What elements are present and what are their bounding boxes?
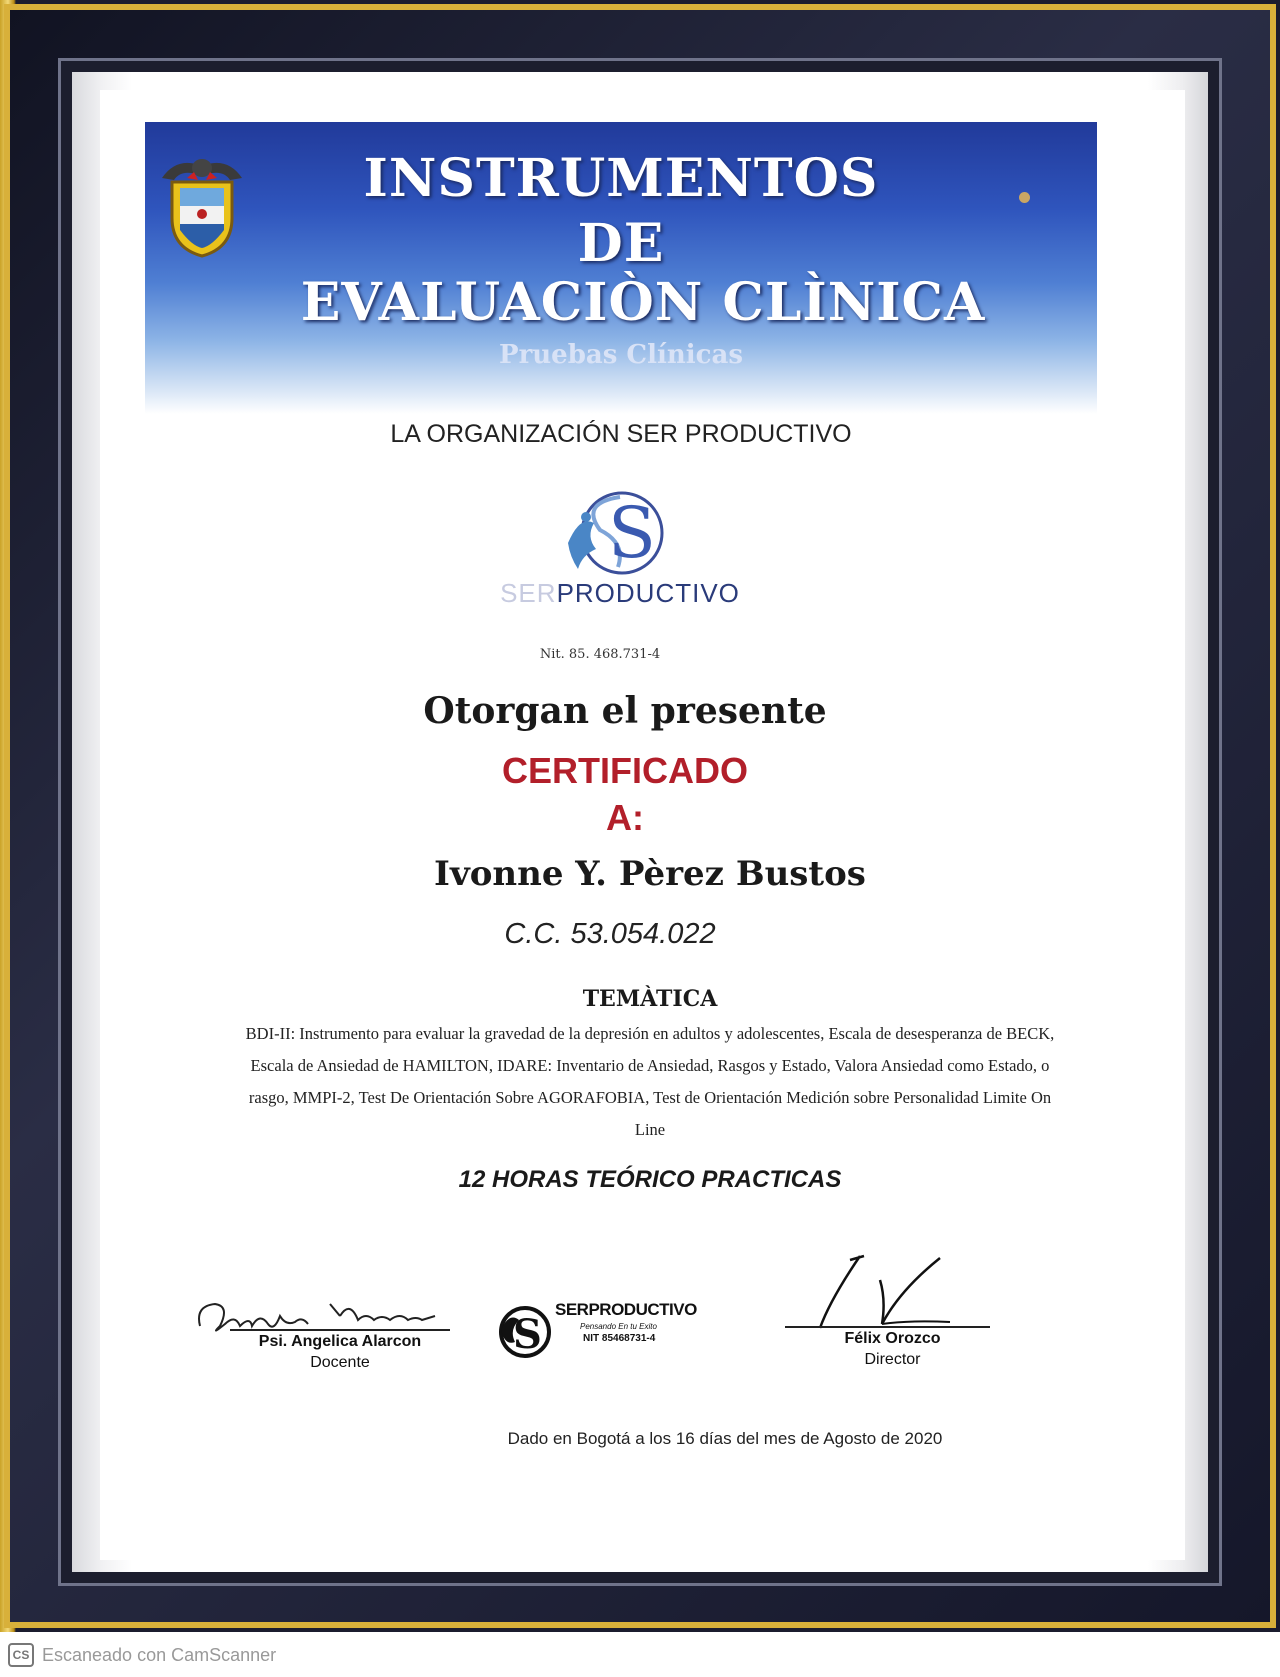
header-subtitle: Pruebas Clínicas [499, 340, 743, 370]
ser-productivo-wordmark [500, 578, 740, 609]
certificado-title: CERTIFICADO [502, 750, 748, 791]
signatory-right-name: Félix Orozco [844, 1330, 941, 1347]
tematica-body: BDI-II: Instrumento para evaluar la gravedad de la depresión en adultos y adolescentes, Escala de desesperanza de BECK, Escala de Ansiedad de HAMILTON, IDARE: Inventario de Ansiedad, Rasgos y Estado, Valora Ansiedad como Estado, o rasgo, MMPI-2, Test De Orientación Sobre AGORAFOBIA, Test de Orientación Medición sobre Personalidad Limite On Line [245, 1024, 1055, 1139]
signatory-left-role: Docente [310, 1354, 370, 1371]
signatory-left-name: Psi. Angelica Alarcon [258, 1333, 422, 1350]
signature-right-line [785, 1326, 990, 1328]
header-title-line2: DE [577, 213, 665, 274]
stamp-tagline: Pensando En tu Exito [580, 1322, 657, 1331]
header-title-line3: EVALUACIÒN CLÌNICA [300, 272, 986, 333]
tematica-heading: TEMÀTICA [582, 986, 718, 1012]
issue-date-text: Dado en Bogotá a los 16 días del mes de Agosto de 2020 [507, 1429, 943, 1448]
wordmark-main: PRODUCTIVO [556, 578, 740, 608]
header-title-line1: INSTRUMENTOS [363, 148, 879, 209]
course-hours: 12 HORAS TEÓRICO PRACTICAS [458, 1166, 842, 1193]
stamp-title: SERPRODUCTIVO [555, 1300, 697, 1319]
signature-left-line [230, 1329, 450, 1331]
certificado-a: A: [606, 797, 644, 838]
svg-text:S: S [608, 492, 656, 574]
wordmark-prefix: SER [500, 578, 557, 608]
camscanner-watermark [8, 1641, 276, 1669]
recipient-name: Ivonne Y. Pèrez Bustos [434, 854, 866, 894]
stamp-nit: NIT 85468731-4 [583, 1333, 656, 1344]
camscanner-text: Escaneado con CamScanner [42, 1644, 277, 1665]
svg-text:S: S [513, 1311, 542, 1358]
nit-number: Nit. 85. 468.731-4 [539, 647, 661, 662]
signatory-right-role: Director [864, 1351, 921, 1368]
paper-speck [1019, 192, 1030, 203]
ser-productivo-logo-icon [560, 485, 670, 585]
otorgan-text: Otorgan el presente [423, 690, 827, 732]
organization-name: LA ORGANIZACIÓN SER PRODUCTIVO [390, 420, 852, 448]
camscanner-icon: CS [8, 1643, 34, 1667]
recipient-id: C.C. 53.054.022 [504, 918, 716, 950]
